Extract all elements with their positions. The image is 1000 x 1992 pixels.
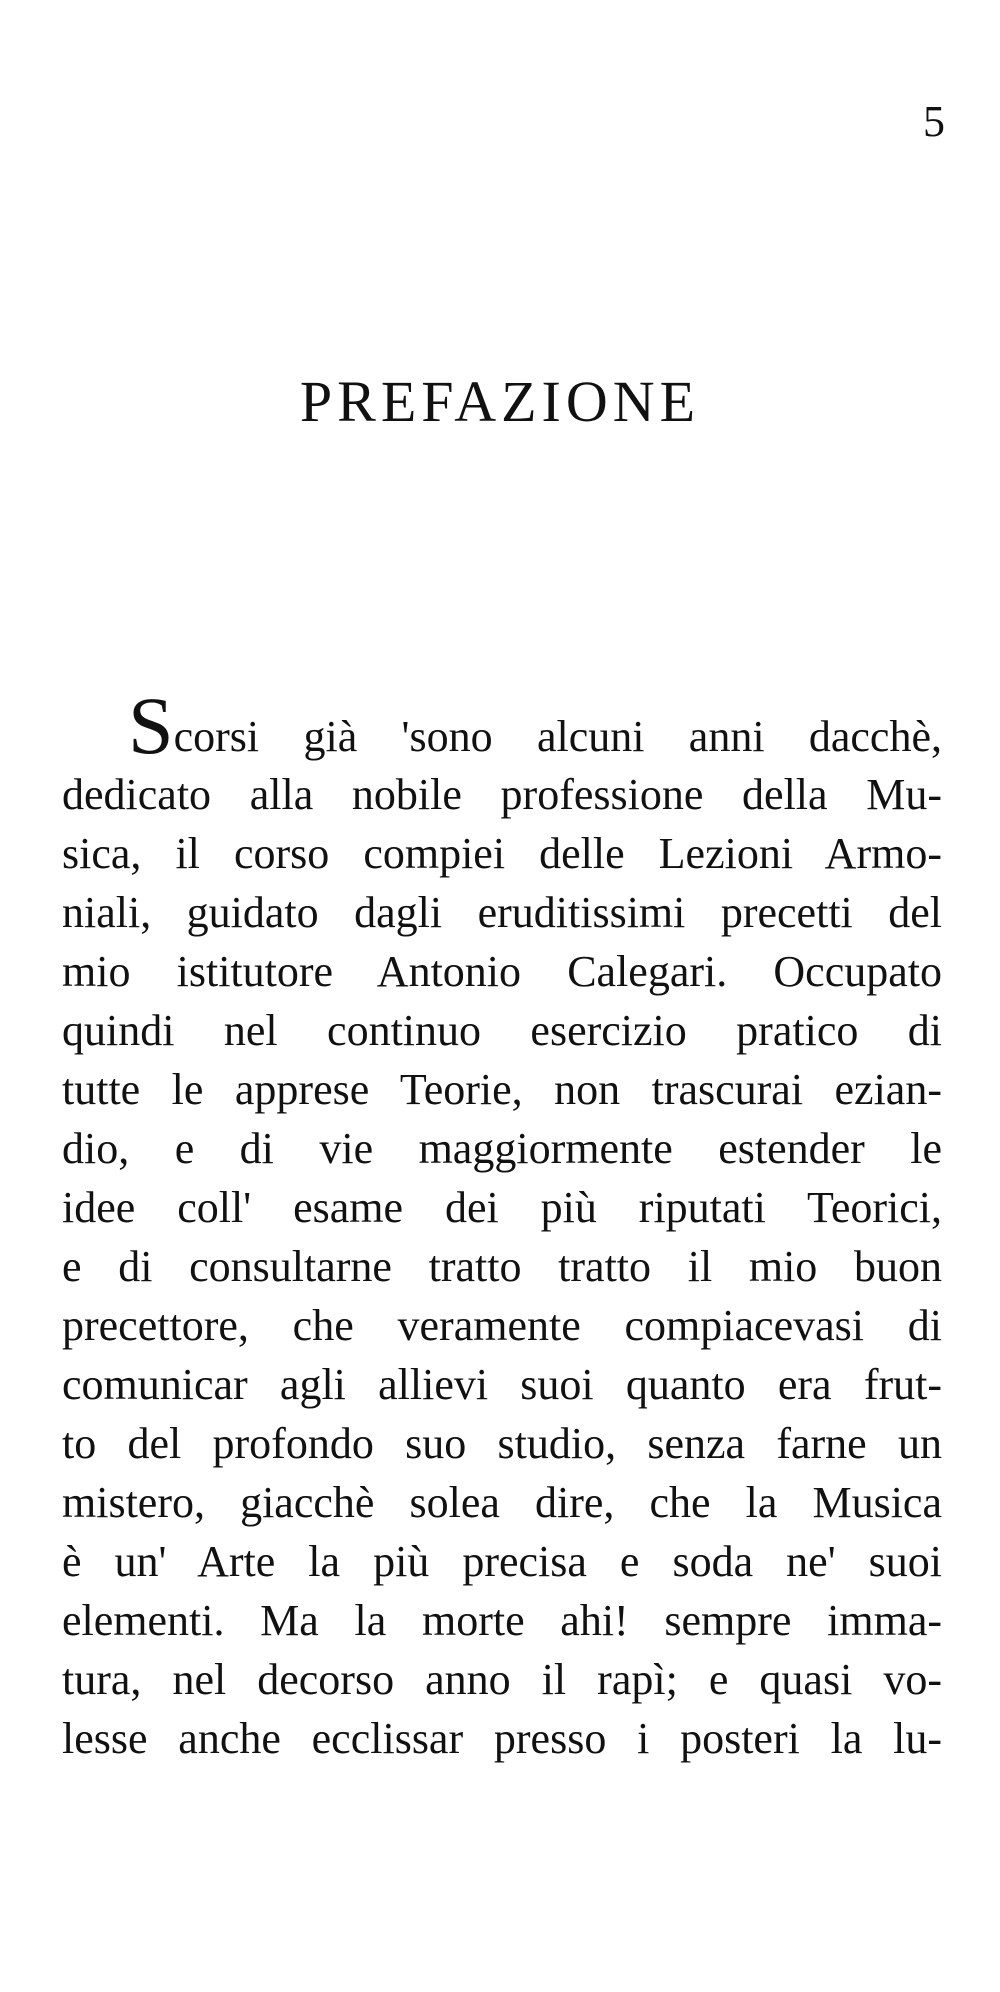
text-line: lesse anche ecclissar presso i posteri la lu- <box>62 1714 942 1763</box>
text-line: elementi. Ma la morte ahi! sempre imma- <box>62 1596 942 1645</box>
text-line: sica, il corso compiei delle Lezioni Armo- <box>62 829 942 878</box>
text-line: niali, guidato dagli eruditissimi precetti del <box>62 888 942 937</box>
page-number: 5 <box>923 97 945 146</box>
text-line: dio, e di vie maggiormente estender le <box>62 1124 942 1173</box>
text-line: tura, nel decorso anno il rapì; e quasi vo- <box>62 1655 942 1704</box>
text-line: tutte le apprese Teorie, non trascurai ezian- <box>62 1065 942 1114</box>
text-line: mio istitutore Antonio Calegari. Occupato <box>62 947 942 996</box>
text-line: idee coll' esame dei più riputati Teorici, <box>62 1183 942 1232</box>
text-line: to del profondo suo studio, senza farne un <box>62 1419 942 1468</box>
page-title: PREFAZIONE <box>299 369 701 434</box>
drop-cap: S <box>128 680 174 771</box>
text-line: è un' Arte la più precisa e soda ne' suoi <box>62 1537 942 1586</box>
text-line: e di consultarne tratto tratto il mio buon <box>62 1242 942 1291</box>
text-line: mistero, giacchè solea dire, che la Musica <box>62 1478 942 1527</box>
text-line: precettore, che veramente compiacevasi di <box>62 1301 942 1350</box>
body-text <box>62 680 942 1768</box>
text-line: comunicar agli allievi suoi quanto era frut- <box>62 1360 942 1409</box>
text-line: quindi nel continuo esercizio pratico di <box>62 1006 942 1055</box>
text-line: dedicato alla nobile professione della Mu- <box>62 770 942 819</box>
text-line: Scorsi già 'sono alcuni anni dacchè, <box>128 680 942 771</box>
